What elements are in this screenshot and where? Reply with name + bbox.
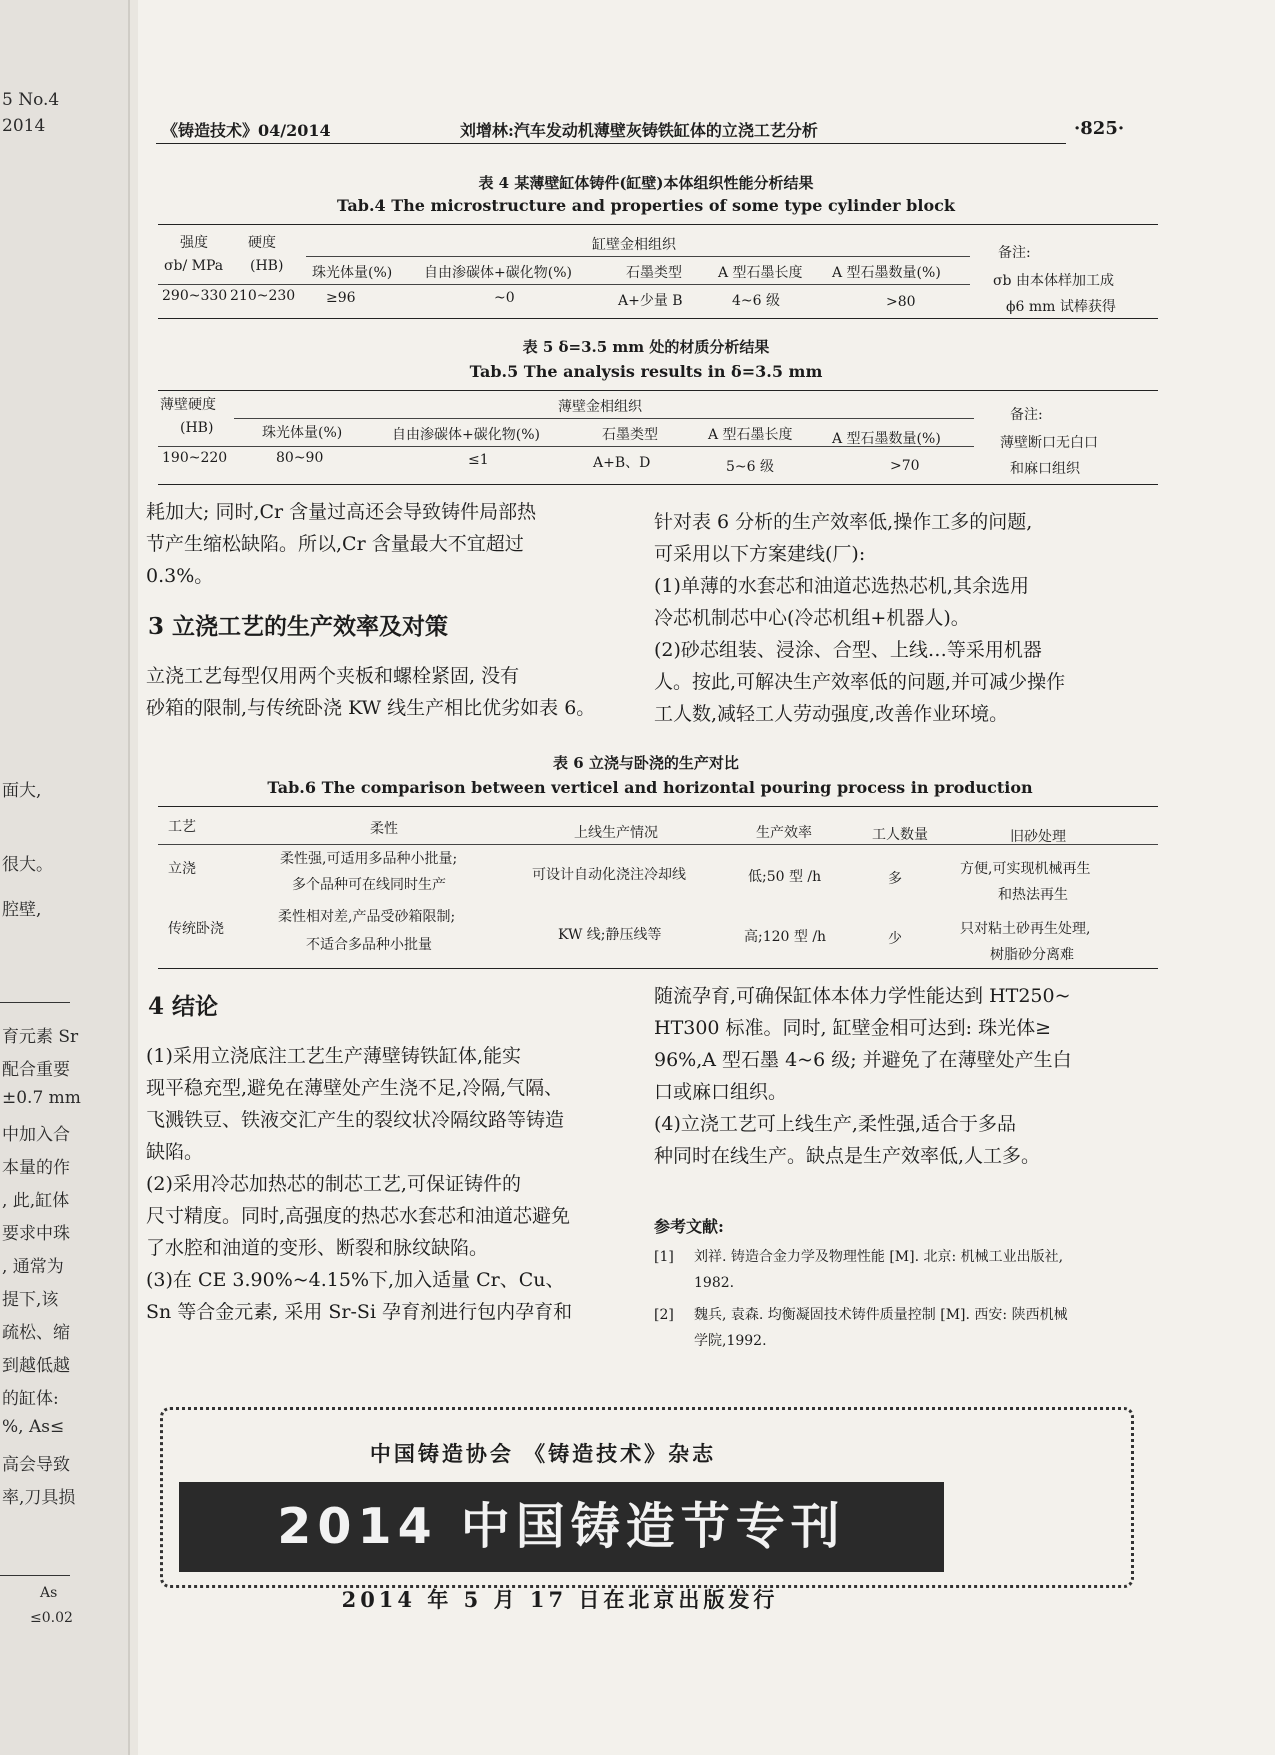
col-hardness: 硬度 (248, 235, 276, 251)
sub-header: 自由渗碳体+碳化物(%) (392, 427, 540, 443)
table-row-flex: 柔性强,可适用多品种小批量; (280, 851, 458, 867)
edge-line: ±0.7 mm (2, 1088, 81, 1108)
edge-line: 面大, (2, 781, 42, 801)
note-label: 备注: (998, 245, 1031, 261)
edge-line: 的缸体: (2, 1389, 59, 1409)
paragraph-line: (3)在 CE 3.90%~4.15%下,加入适量 Cr、Cu、 (146, 1269, 565, 1291)
edge-line: As (40, 1585, 58, 1601)
reference-text: 刘祥. 铸造合金力学及物理性能 [M]. 北京: 机械工业出版社, (694, 1249, 1064, 1265)
note-text: 和麻口组织 (1010, 461, 1080, 477)
paragraph-line: 节产生缩松缺陷。所以,Cr 含量最大不宜超过 (146, 533, 524, 555)
table-4-caption-en: Tab.4 The microstructure and properties of some type cylinder block (337, 196, 955, 215)
edge-line: 要求中珠 (2, 1224, 70, 1244)
special-issue-banner (160, 1407, 1134, 1588)
table-5-top-rule (158, 390, 1158, 391)
col-strength: 强度 (180, 235, 208, 251)
reference-number: [2] (654, 1307, 674, 1323)
header-rule (158, 446, 974, 447)
table-row-process: 立浇 (168, 861, 196, 877)
journal-page (138, 0, 1275, 1755)
group-rule (234, 418, 974, 419)
table-row-sand: 只对粘土砂再生处理, (960, 921, 1091, 937)
table-row-flex: 柔性相对差,产品受砂箱限制; (278, 909, 456, 925)
section-3-body (146, 660, 595, 724)
section-4-body (146, 1040, 572, 1328)
table-6-bottom-rule (158, 968, 1158, 969)
table-row-sand: 和热法再生 (998, 887, 1068, 903)
col-hardness: 薄壁硬度 (160, 397, 216, 413)
note-text: σb 由本体样加工成 (993, 273, 1114, 289)
cell: A+B、D (593, 455, 651, 471)
reference-item (654, 1244, 1124, 1296)
edge-line: 率,刀具损 (2, 1488, 76, 1508)
table-4-caption-zh: 表 4 某薄壁缸体铸件(缸壁)本体组织性能分析结果 (478, 174, 814, 192)
paragraph-line: (4)立浇工艺可上线生产,柔性强,适合于多品 (654, 1113, 1016, 1135)
sub-header: A 型石墨长度 (718, 265, 803, 281)
cell: 190~220 (162, 450, 228, 466)
paragraph-line: (2)砂芯组装、浸涂、合型、上线…等采用机器 (654, 639, 1042, 661)
paragraph-line: 0.3%。 (146, 565, 214, 587)
table-row-process: 传统卧浇 (168, 921, 224, 937)
sub-header: A 型石墨数量(%) (832, 431, 941, 447)
table-4-bottom-rule (158, 318, 1158, 319)
reference-item (654, 1302, 1124, 1354)
right-column-bottom (654, 980, 1072, 1172)
header-rule (158, 284, 970, 285)
cell: 5~6 级 (726, 459, 774, 475)
cell: ≥96 (326, 290, 356, 306)
group-rule (306, 256, 970, 257)
sub-header: 石墨类型 (602, 427, 658, 443)
table-5-bottom-rule (158, 484, 1158, 485)
section-3-title: 3 立浇工艺的生产效率及对策 (148, 613, 449, 640)
banner-publishers: 中国铸造协会 《铸造技术》杂志 (369, 1441, 717, 1466)
edge-table-rule (0, 1575, 70, 1576)
edge-line: 到越低越 (2, 1356, 70, 1376)
sub-header: 珠光体量(%) (262, 425, 343, 441)
cell: ~0 (494, 290, 515, 306)
edge-line: 疏松、缩 (2, 1323, 70, 1343)
edge-line: 中加入合 (2, 1125, 70, 1145)
paragraph-line: (1)采用立浇底注工艺生产薄壁铸铁缸体,能实 (146, 1045, 521, 1067)
table-4-top-rule (158, 224, 1158, 225)
cell: 80~90 (276, 450, 324, 466)
table-row-line: 可设计自动化浇注冷却线 (532, 867, 686, 883)
th: 旧砂处理 (1010, 829, 1066, 845)
note-label: 备注: (1010, 407, 1043, 423)
table-5-caption-zh: 表 5 δ=3.5 mm 处的材质分析结果 (522, 338, 770, 356)
paragraph-line: 了水腔和油道的变形、断裂和脉纹缺陷。 (146, 1237, 489, 1259)
table-row-workers: 多 (888, 871, 902, 887)
edge-line: 5 No.4 (2, 90, 60, 110)
sub-header: 自由渗碳体+碳化物(%) (424, 265, 572, 281)
cell: 290~330 (162, 288, 228, 304)
col-hardness-unit: (HB) (250, 258, 284, 274)
table-row-flex: 多个品种可在线同时生产 (292, 877, 446, 893)
sub-header: 石墨类型 (626, 265, 682, 281)
cell: 210~230 (230, 288, 296, 304)
th: 生产效率 (756, 825, 812, 841)
edge-line: 高会导致 (2, 1455, 70, 1475)
table-6-caption-zh: 表 6 立浇与卧浇的生产对比 (553, 754, 739, 772)
header-rule (156, 143, 1066, 144)
table-row-sand: 树脂砂分离难 (990, 947, 1074, 963)
reference-text: 魏兵, 袁森. 均衡凝固技术铸件质量控制 [M]. 西安: 陕西机械 (694, 1307, 1068, 1323)
cell: A+少量 B (618, 293, 683, 309)
table-row-eff: 低;50 型 /h (748, 869, 822, 885)
sub-header: A 型石墨长度 (708, 427, 793, 443)
cell: ≤1 (468, 452, 489, 468)
th: 柔性 (370, 821, 398, 837)
edge-line: 育元素 Sr (2, 1027, 79, 1047)
references-title: 参考文献: (654, 1217, 724, 1236)
paragraph-line: 飞溅铁豆、铁液交汇产生的裂纹状冷隔纹路等铸造 (146, 1109, 565, 1131)
paragraph-line: 工人数,减轻工人劳动强度,改善作业环境。 (654, 703, 1009, 725)
reference-number: [1] (654, 1249, 674, 1265)
edge-line: 很大。 (2, 855, 53, 875)
edge-line: 2014 (2, 116, 46, 136)
paragraph-line: (2)采用冷芯加热芯的制芯工艺,可保证铸件的 (146, 1173, 521, 1195)
paragraph-line: 立浇工艺每型仅用两个夹板和螺栓紧固, 没有 (146, 665, 520, 687)
edge-line: 腔壁, (2, 900, 42, 920)
edge-line: 提下,该 (2, 1290, 59, 1310)
journal-name: 《铸造技术》04/2014 (162, 121, 331, 140)
banner-date: 2014 年 5 月 17 日在北京出版发行 (341, 1587, 779, 1612)
paragraph-line: 口或麻口组织。 (654, 1081, 788, 1103)
th: 上线生产情况 (574, 825, 658, 841)
cell: >70 (890, 458, 920, 474)
col-strength-unit: σb/ MPa (164, 258, 224, 274)
cell: >80 (886, 294, 916, 310)
paragraph-line: 针对表 6 分析的生产效率低,操作工多的问题, (654, 511, 1033, 533)
banner-headline: 2014 中国铸造节专刊 (179, 1482, 944, 1572)
table-row-flex: 不适合多品种小批量 (306, 937, 432, 953)
paragraph-line: 尺寸精度。同时,高强度的热芯水套芯和油道芯避免 (146, 1205, 571, 1227)
page-number: ·825· (1074, 118, 1125, 139)
table-row-sand: 方便,可实现机械再生 (960, 861, 1091, 877)
col-hardness-unit: (HB) (180, 420, 214, 436)
edge-line: , 通常为 (2, 1257, 64, 1277)
sub-header: A 型石墨数量(%) (832, 265, 941, 281)
table-6-top-rule (158, 806, 1158, 807)
right-column-top (654, 506, 1065, 730)
table-row-workers: 少 (888, 931, 902, 947)
paragraph-line: 冷芯机制芯中心(冷芯机组+机器人)。 (654, 607, 970, 629)
paragraph-line: 96%,A 型石墨 4~6 级; 并避免了在薄壁处产生白 (654, 1049, 1072, 1071)
table-6-caption-en: Tab.6 The comparison between verticel and horizontal pouring process in production (267, 778, 1033, 797)
table-row-eff: 高;120 型 /h (744, 929, 827, 945)
paragraph-line: 种同时在线生产。缺点是生产效率低,人工多。 (654, 1145, 1041, 1167)
edge-rule (0, 1002, 70, 1003)
paragraph-line: 人。按此,可解决生产效率低的问题,并可减少操作 (654, 671, 1066, 693)
edge-line: 配合重要 (2, 1060, 70, 1080)
group-header: 薄壁金相组织 (558, 399, 642, 415)
paragraph-line: HT300 标准。同时, 缸壁金相可达到: 珠光体≥ (654, 1017, 1051, 1039)
th: 工人数量 (872, 827, 928, 843)
left-column-top (146, 496, 536, 592)
table-5-caption-en: Tab.5 The analysis results in δ=3.5 mm (469, 362, 823, 381)
paragraph-line: 耗加大; 同时,Cr 含量过高还会导致铸件局部热 (146, 501, 537, 523)
reference-text: 1982. (694, 1275, 735, 1291)
table-row-line: KW 线;静压线等 (558, 927, 662, 943)
section-4-title: 4 结论 (148, 993, 219, 1020)
sub-header: 珠光体量(%) (312, 265, 393, 281)
edge-line: ≤0.02 (30, 1610, 73, 1626)
paragraph-line: 现平稳充型,避免在薄壁处产生浇不足,冷隔,气隔、 (146, 1077, 564, 1099)
edge-line: %, As≤ (2, 1417, 65, 1437)
edge-line: , 此,缸体 (2, 1191, 70, 1211)
paragraph-line: Sn 等合金元素, 采用 Sr-Si 孕育剂进行包内孕育和 (146, 1301, 573, 1323)
references-list (654, 1244, 1124, 1354)
note-text: ϕ6 mm 试棒获得 (1006, 299, 1116, 315)
header-rule (158, 844, 1158, 845)
paragraph-line: 随流孕育,可确保缸体本体力学性能达到 HT250~ (654, 985, 1071, 1007)
paragraph-line: 可采用以下方案建线(厂): (654, 543, 866, 565)
edge-line: 本量的作 (2, 1158, 70, 1178)
paragraph-line: 缺陷。 (146, 1141, 204, 1163)
reference-text: 学院,1992. (694, 1333, 767, 1349)
th: 工艺 (168, 819, 196, 835)
group-header: 缸壁金相组织 (592, 237, 676, 253)
cell: 4~6 级 (732, 293, 780, 309)
previous-page-edge (0, 0, 130, 1755)
note-text: 薄壁断口无白口 (1000, 435, 1098, 451)
paragraph-line: (1)单薄的水套芯和油道芯选热芯机,其余选用 (654, 575, 1029, 597)
paragraph-line: 砂箱的限制,与传统卧浇 KW 线生产相比优劣如表 6。 (146, 697, 596, 719)
running-title: 刘增林:汽车发动机薄壁灰铸铁缸体的立浇工艺分析 (460, 121, 818, 140)
